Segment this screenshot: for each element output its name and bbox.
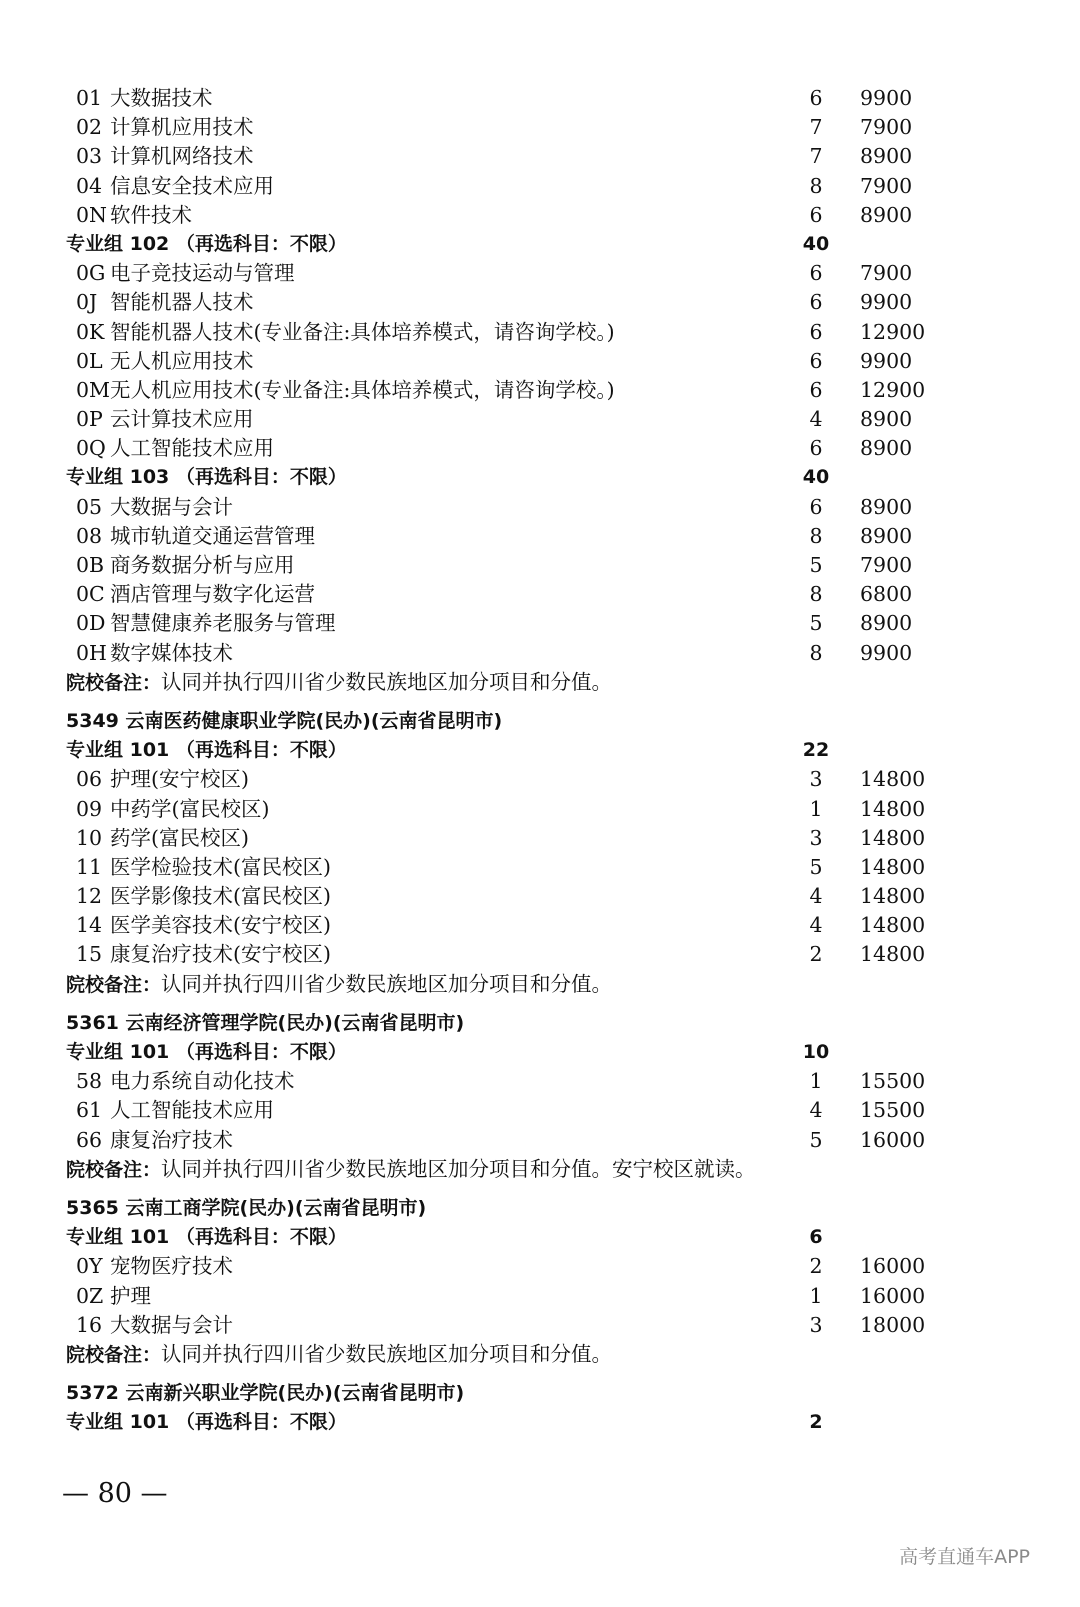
major-name: 电力系统自动化技术	[110, 1069, 295, 1094]
major-code: 06	[76, 767, 103, 792]
major-group-row	[66, 230, 966, 259]
tuition-fee: 12900	[860, 319, 926, 344]
school-note	[66, 668, 612, 698]
major-code: 01	[76, 86, 103, 110]
tuition-fee: 16000	[860, 1127, 926, 1152]
plan-count: 3	[809, 767, 823, 792]
tuition-fee: 8900	[860, 202, 913, 227]
school-note-row	[66, 1155, 966, 1184]
major-code: 0N	[76, 202, 107, 227]
major-row	[66, 639, 966, 668]
major-group-row	[66, 1223, 966, 1252]
school-note-row	[66, 1340, 966, 1369]
major-code: 0Q	[76, 436, 106, 461]
major-name: 宠物医疗技术	[110, 1254, 233, 1279]
major-name: 中药学(富民校区)	[110, 796, 270, 821]
tuition-fee: 16000	[860, 1283, 926, 1308]
plan-count: 6	[809, 436, 823, 461]
major-group-row	[66, 1408, 966, 1437]
major-group-label: 专业组 102 （再选科目：不限）	[66, 232, 347, 255]
major-row	[66, 795, 966, 824]
school-title: 5365 云南工商学院(民办)(云南省昆明市)	[66, 1196, 427, 1219]
plan-count: 7	[809, 115, 823, 140]
tuition-fee: 7900	[860, 553, 913, 577]
major-code: 0H	[76, 640, 107, 665]
major-name: 智慧健康养老服务与管理	[110, 611, 336, 636]
major-group-row	[66, 463, 966, 492]
tuition-fee: 14800	[860, 884, 926, 909]
school-note-label: 院校备注：	[66, 1158, 162, 1181]
major-code: 14	[76, 913, 103, 938]
tuition-fee: 14800	[860, 825, 926, 850]
group-plan-count: 22	[802, 739, 830, 762]
major-code: 0B	[76, 553, 105, 577]
major-row	[66, 376, 966, 405]
plan-count: 6	[809, 261, 823, 286]
school-title-row	[66, 707, 966, 736]
major-row	[66, 288, 966, 317]
major-row	[66, 1126, 966, 1155]
school-title-row	[66, 1194, 966, 1223]
major-code: 03	[76, 144, 103, 169]
major-name: 人工智能技术应用	[110, 1098, 274, 1123]
tuition-fee: 8900	[860, 611, 913, 636]
major-name: 大数据技术	[110, 86, 213, 110]
major-code: 61	[76, 1098, 103, 1123]
major-name: 智能机器人技术(专业备注:具体培养模式，请咨询学校。)	[110, 319, 615, 344]
plan-count: 1	[809, 796, 823, 821]
tuition-fee: 18000	[860, 1312, 926, 1337]
school-note-row	[66, 668, 966, 697]
major-name: 信息安全技术应用	[110, 173, 274, 198]
major-row	[66, 765, 966, 794]
tuition-fee: 9900	[860, 640, 913, 665]
major-code: 66	[76, 1127, 103, 1152]
major-row	[66, 551, 966, 580]
tuition-fee: 14800	[860, 942, 926, 967]
major-group-label: 专业组 101 （再选科目：不限）	[66, 1411, 347, 1434]
major-row	[66, 142, 966, 171]
school-note	[66, 970, 612, 1000]
plan-count: 3	[809, 825, 823, 850]
tuition-fee: 8900	[860, 523, 913, 548]
major-name: 云计算技术应用	[110, 407, 254, 432]
major-code: 16	[76, 1312, 103, 1337]
major-name: 城市轨道交通运营管理	[110, 523, 315, 548]
major-code: 0C	[76, 582, 105, 607]
major-row	[66, 911, 966, 940]
tuition-fee: 14800	[860, 767, 926, 792]
major-code: 0K	[76, 319, 105, 344]
major-name: 商务数据分析与应用	[110, 553, 295, 577]
major-code: 15	[76, 942, 103, 967]
school-note	[66, 1340, 612, 1370]
major-code: 0Y	[76, 1254, 103, 1279]
major-code: 58	[76, 1069, 103, 1094]
tuition-fee: 7900	[860, 115, 913, 140]
major-name: 大数据与会计	[110, 1312, 233, 1337]
plan-count: 1	[809, 1069, 823, 1094]
plan-count: 6	[809, 494, 823, 519]
school-note-text: 认同并执行四川省少数民族地区加分项目和分值。	[161, 669, 613, 694]
major-name: 酒店管理与数字化运营	[110, 582, 315, 607]
tuition-fee: 9900	[860, 348, 913, 373]
major-name: 护理	[110, 1283, 151, 1308]
major-row	[66, 1067, 966, 1096]
watermark: 高考直通车APP	[899, 1546, 1030, 1568]
school-note-text: 认同并执行四川省少数民族地区加分项目和分值。	[161, 971, 613, 996]
page-number: — 80 —	[62, 1478, 168, 1509]
major-row	[66, 882, 966, 911]
tuition-fee: 12900	[860, 377, 926, 402]
major-group-row	[66, 736, 966, 765]
tuition-fee: 8900	[860, 407, 913, 432]
plan-count: 5	[809, 1127, 823, 1152]
major-row	[66, 347, 966, 376]
major-row	[66, 201, 966, 230]
tuition-fee: 7900	[860, 173, 913, 198]
group-plan-count: 2	[809, 1411, 823, 1434]
school-note	[66, 1155, 756, 1185]
major-row	[66, 853, 966, 882]
major-row	[66, 318, 966, 347]
major-name: 软件技术	[110, 202, 192, 227]
major-code: 0Z	[76, 1283, 104, 1308]
major-group-label: 专业组 101 （再选科目：不限）	[66, 1226, 347, 1249]
major-row	[66, 522, 966, 551]
school-title: 5372 云南新兴职业学院(民办)(云南省昆明市)	[66, 1382, 465, 1405]
major-name: 医学美容技术(安宁校区)	[110, 913, 331, 938]
major-name: 计算机应用技术	[110, 115, 254, 140]
major-row	[66, 172, 966, 201]
plan-count: 2	[809, 942, 823, 967]
major-name: 药学(富民校区)	[110, 825, 249, 850]
major-group-row	[66, 1038, 966, 1067]
plan-count: 1	[809, 1283, 823, 1308]
major-row	[66, 940, 966, 969]
major-row	[66, 1096, 966, 1125]
major-name: 医学影像技术(富民校区)	[110, 884, 331, 909]
plan-count: 6	[809, 377, 823, 402]
plan-count: 5	[809, 553, 823, 577]
plan-count: 5	[809, 854, 823, 879]
major-code: 0D	[76, 611, 106, 636]
major-name: 人工智能技术应用	[110, 436, 274, 461]
school-title: 5361 云南经济管理学院(民办)(云南省昆明市)	[66, 1011, 465, 1034]
major-group-label: 专业组 101 （再选科目：不限）	[66, 1041, 347, 1063]
major-code: 12	[76, 884, 103, 909]
plan-count: 7	[809, 144, 823, 169]
school-note-label: 院校备注：	[66, 671, 162, 694]
tuition-fee: 8900	[860, 436, 913, 461]
school-note-text: 认同并执行四川省少数民族地区加分项目和分值。	[161, 1341, 613, 1366]
major-row	[66, 493, 966, 522]
major-row	[66, 113, 966, 142]
school-note-label: 院校备注：	[66, 1343, 162, 1366]
plan-count: 6	[809, 86, 823, 110]
major-name: 计算机网络技术	[110, 144, 254, 169]
major-name: 电子竞技运动与管理	[110, 261, 295, 286]
major-name: 无人机应用技术(专业备注:具体培养模式，请咨询学校。)	[110, 377, 615, 402]
tuition-fee: 15500	[860, 1098, 926, 1123]
major-name: 康复治疗技术(安宁校区)	[110, 942, 331, 967]
school-title: 5349 云南医药健康职业学院(民办)(云南省昆明市)	[66, 709, 503, 732]
major-row	[66, 824, 966, 853]
tuition-fee: 9900	[860, 290, 913, 315]
major-code: 09	[76, 796, 103, 821]
major-row	[66, 259, 966, 288]
plan-count: 3	[809, 1312, 823, 1337]
major-row	[66, 1252, 966, 1281]
plan-count: 8	[809, 523, 823, 548]
plan-count: 8	[809, 582, 823, 607]
plan-count: 4	[809, 913, 823, 938]
group-plan-count: 40	[802, 466, 830, 489]
major-row	[66, 434, 966, 463]
major-code: 08	[76, 523, 103, 548]
major-code: 0M	[76, 377, 111, 402]
major-name: 无人机应用技术	[110, 348, 254, 373]
plan-count: 6	[809, 290, 823, 315]
enrollment-table	[66, 84, 966, 1437]
major-group-label: 专业组 103 （再选科目：不限）	[66, 466, 347, 489]
tuition-fee: 7900	[860, 261, 913, 286]
major-row	[66, 580, 966, 609]
major-code: 05	[76, 494, 103, 519]
tuition-fee: 14800	[860, 854, 926, 879]
major-name: 康复治疗技术	[110, 1127, 233, 1152]
plan-count: 8	[809, 173, 823, 198]
tuition-fee: 14800	[860, 913, 926, 938]
plan-count: 6	[809, 319, 823, 344]
plan-count: 4	[809, 1098, 823, 1123]
major-row	[66, 609, 966, 638]
school-title-row	[66, 1009, 966, 1038]
major-row	[66, 405, 966, 434]
school-note-text: 认同并执行四川省少数民族地区加分项目和分值。安宁校区就读。	[161, 1156, 756, 1181]
major-code: 0P	[76, 407, 103, 432]
school-title-row	[66, 1379, 966, 1408]
major-name: 数字媒体技术	[110, 640, 233, 665]
tuition-fee: 8900	[860, 144, 913, 169]
major-code: 10	[76, 825, 103, 850]
major-row	[66, 1282, 966, 1311]
group-plan-count: 40	[802, 232, 830, 255]
tuition-fee: 6800	[860, 582, 913, 607]
plan-count: 8	[809, 640, 823, 665]
tuition-fee: 14800	[860, 796, 926, 821]
plan-count: 6	[809, 202, 823, 227]
major-code: 02	[76, 115, 103, 140]
school-note-row	[66, 970, 966, 999]
tuition-fee: 9900	[860, 86, 913, 110]
major-code: 11	[76, 854, 103, 879]
group-plan-count: 6	[809, 1226, 823, 1249]
major-code: 04	[76, 173, 103, 198]
major-name: 大数据与会计	[110, 494, 233, 519]
plan-count: 4	[809, 407, 823, 432]
major-name: 医学检验技术(富民校区)	[110, 854, 331, 879]
major-code: 0G	[76, 261, 106, 286]
major-code: 0L	[76, 348, 103, 373]
plan-count: 2	[809, 1254, 823, 1279]
major-name: 智能机器人技术	[110, 290, 254, 315]
major-name: 护理(安宁校区)	[110, 767, 249, 792]
group-plan-count: 10	[802, 1041, 830, 1063]
major-row	[66, 1311, 966, 1340]
tuition-fee: 16000	[860, 1254, 926, 1279]
plan-count: 4	[809, 884, 823, 909]
plan-count: 5	[809, 611, 823, 636]
school-note-label: 院校备注：	[66, 973, 162, 996]
major-code: 0J	[76, 290, 98, 315]
major-row	[66, 84, 966, 113]
plan-count: 6	[809, 348, 823, 373]
tuition-fee: 8900	[860, 494, 913, 519]
major-group-label: 专业组 101 （再选科目：不限）	[66, 739, 347, 762]
tuition-fee: 15500	[860, 1069, 926, 1094]
